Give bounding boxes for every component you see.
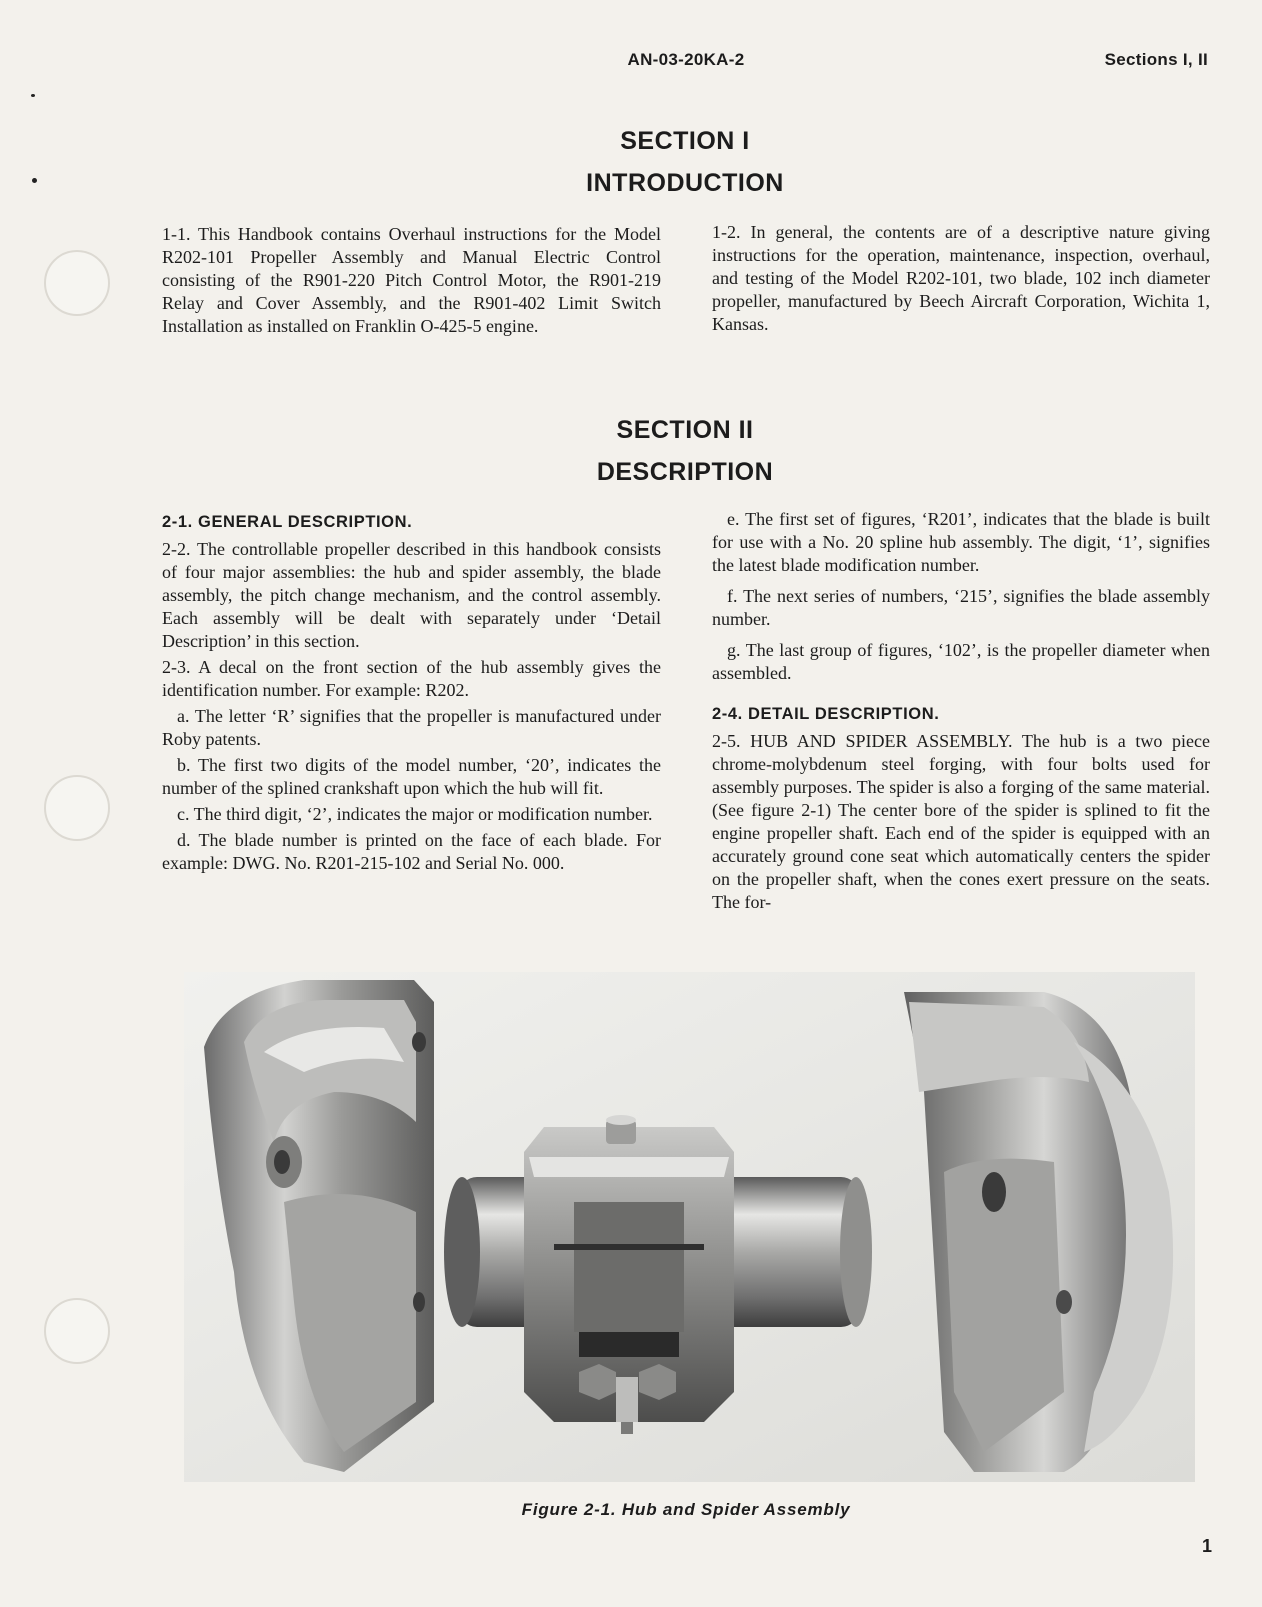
binder-hole-middle: [44, 775, 110, 841]
heading-2-1: 2-1. GENERAL DESCRIPTION.: [162, 513, 413, 531]
heading-2-4: 2-4. DETAIL DESCRIPTION.: [712, 705, 940, 723]
list-item-g: g. The last group of figures, ‘102’, is the propeller diameter when assembled.: [712, 640, 1210, 683]
intro-left-column: [162, 223, 661, 341]
speck-mark: [31, 94, 35, 97]
hub-spider-illustration: [184, 972, 1195, 1482]
list-item-f: f. The next series of numbers, ‘215’, signifies the blade assembly number.: [712, 586, 1210, 629]
list-item-c: c. The third digit, ‘2’, indicates the major or modification number.: [177, 804, 653, 824]
paragraph-2-3: 2-3. A decal on the front section of the hub assembly gives the identification number. For example: R202.: [162, 657, 661, 700]
page-number: 1: [1201, 1536, 1212, 1556]
figure-caption: Figure 2-1. Hub and Spider Assembly: [521, 1500, 851, 1519]
section-2-subtitle: DESCRIPTION: [596, 458, 774, 486]
description-right-column: [712, 508, 1210, 917]
intro-right-column: [712, 221, 1210, 339]
section-1-title: SECTION I: [620, 127, 750, 155]
paragraph-1-2: 1-2. In general, the contents are of a descriptive nature giving instructions for the operation, maintenance, inspection, overhaul, and testing of the Model R202-101, two blade, 102 inch diameter propeller, manufactured by Beech Aircraft Corporation, Wichita 1, Kansas.: [712, 222, 1210, 334]
section-1-subtitle: INTRODUCTION: [586, 169, 784, 197]
paragraph-2-5: 2-5. HUB AND SPIDER ASSEMBLY. The hub is a two piece chrome-molybdenum steel forging, with four bolts used for assembly purposes. The spider is also a forging of the same material. (See figure 2-1) The center bore of the spider is splined to fit the engine propeller shaft. Each end of the spider is equipped with an accurately ground cone seat which automatically centers the spider on the propeller shaft, when the cones exert pressure on the seats. The for-: [712, 731, 1210, 912]
paragraph-1-1: 1-1. This Handbook contains Overhaul instructions for the Model R202-101 Propeller Assembly and Manual Electric Control consisting of the R901-220 Pitch Control Motor, the R901-219 Relay and Cover Assembly, and the R901-402 Limit Switch Installation as installed on Franklin O-425-5 engine.: [162, 224, 661, 336]
list-item-d: d. The blade number is printed on the face of each blade. For example: DWG. No. R201-215-102 and Serial No. 000.: [162, 830, 661, 873]
binder-hole-bottom: [44, 1298, 110, 1364]
header-sections: Sections I, II: [1104, 50, 1208, 69]
document-number: AN-03-20KA-2: [627, 50, 745, 69]
list-item-e: e. The first set of figures, ‘R201’, indicates that the blade is built for use with a No. 20 spline hub assembly. The digit, ‘1’, signifies the latest blade modification number.: [712, 509, 1210, 575]
list-item-a: a. The letter ‘R’ signifies that the propeller is manufactured under Roby patents.: [162, 706, 661, 749]
hub-spider-photo: [184, 972, 1195, 1482]
description-left-column: [162, 511, 661, 878]
section-2-title: SECTION II: [616, 416, 754, 444]
list-item-b: b. The first two digits of the model number, ‘20’, indicates the number of the splined crankshaft upon which the hub will fit.: [162, 755, 661, 798]
paragraph-2-2: 2-2. The controllable propeller described in this handbook consists of four major assemblies: the hub and spider assembly, the blade assembly, the pitch change mechanism, and the control assembly. Each assembly will be dealt with separately under ‘Detail Description’ in this section.: [162, 539, 661, 651]
binder-hole-top: [44, 250, 110, 316]
